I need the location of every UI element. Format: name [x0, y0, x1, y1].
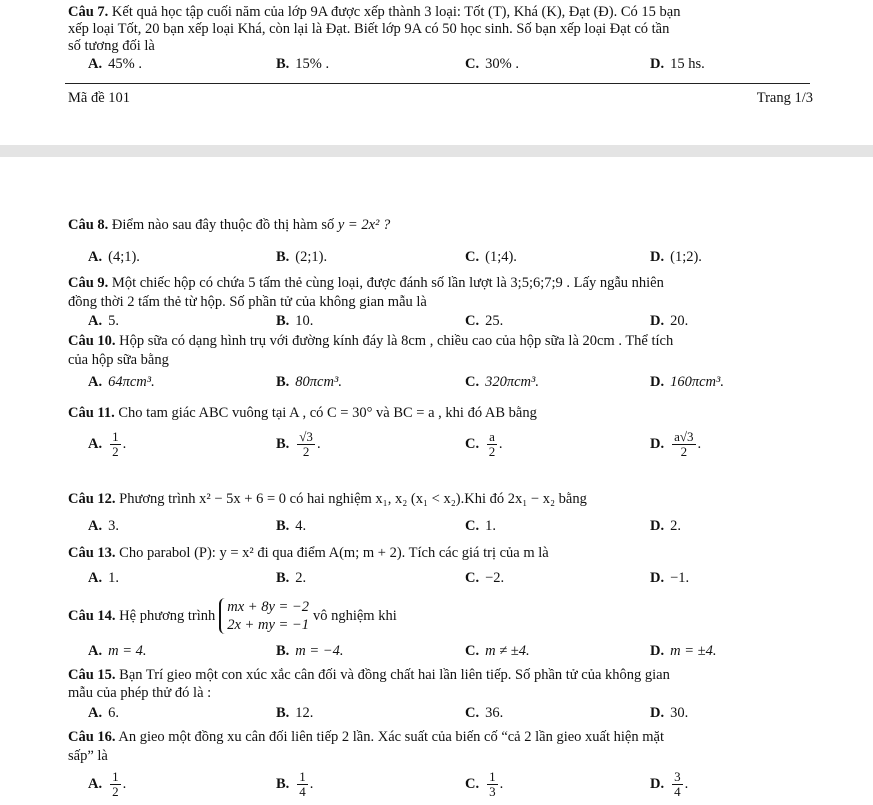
q8-option-a[interactable]: A. (4;1). [88, 249, 140, 265]
q8-option-c[interactable]: C. (1;4). [465, 249, 517, 265]
q14-eq2: 2x + my = −1 [227, 617, 309, 633]
q16-options [0, 770, 873, 804]
q13-option-c[interactable]: C. −2. [465, 570, 505, 586]
q13-options [0, 570, 873, 594]
q10-label: Câu 10. [68, 333, 116, 349]
q8-option-b[interactable]: B. (2;1). [276, 249, 328, 265]
q7-option-c[interactable]: C. 30% . [465, 56, 519, 72]
q10-option-b[interactable]: B. 80πcm³. [276, 374, 342, 390]
q10-option-a[interactable]: A. 64πcm³. [88, 374, 155, 390]
q12-option-c[interactable]: C. 1. [465, 518, 496, 534]
exam-code: Mã đề 101 [68, 90, 131, 106]
footer-divider [65, 83, 810, 84]
q13-line [68, 545, 549, 562]
q9-label: Câu 9. [68, 275, 109, 291]
q10-line1 [68, 333, 673, 350]
q10-line2: của hộp sữa bằng [68, 352, 169, 368]
q7-option-d[interactable]: D. 15 hs. [650, 56, 705, 72]
q13-text: Cho parabol (P): y = x² đi qua điểm A(m; m + 2). Tích các giá trị của m là [119, 545, 549, 561]
q13-label: Câu 13. [68, 545, 116, 561]
q13-option-d[interactable]: D. −1. [650, 570, 690, 586]
q14-option-d[interactable]: D. m = ±4. [650, 643, 717, 659]
q7-options [0, 56, 873, 80]
q14-text: Hệ phương trình [119, 607, 216, 624]
q14-system [219, 598, 309, 634]
q10-text-1: Hộp sữa có dạng hình trụ với đường kính đáy là 8cm , chiều cao của hộp sữa là 20cm . Thể tích [119, 333, 674, 349]
q9-text-1: Một chiếc hộp có chứa 5 tấm thẻ cùng loại, được đánh số lần lượt là 3;5;6;7;9 . Lấy ngẫu nhiên [111, 275, 664, 291]
q8-line [68, 217, 390, 234]
q9-option-d[interactable]: D. 20. [650, 313, 689, 329]
q7-text-1: Kết quả học tập cuối năm của lớp 9A được xếp thành 3 loại: Tốt (T), Khá (K), Đạt (Đ). Có 15 bạn [111, 4, 681, 20]
q12-option-b[interactable]: B. 4. [276, 518, 307, 534]
q13-option-b[interactable]: B. 2. [276, 570, 307, 586]
q16-label: Câu 16. [68, 729, 116, 745]
q11-options [0, 430, 873, 466]
q12-text: Phương trình x² − 5x + 6 = 0 có hai nghiệm x₁, x₂ (x₁ < x₂).Khi đó 2x₁ − x₂ bằng [119, 491, 587, 507]
q9-option-b[interactable]: B. 10. [276, 313, 314, 329]
q14-label: Câu 14. [68, 607, 116, 624]
q11-line [68, 405, 537, 422]
q8-formula: y = 2x² ? [337, 217, 391, 233]
q7-line2: xếp loại Tốt, 20 bạn xếp loại Khá, còn lại là Đạt. Biết lớp 9A có 50 học sinh. Số bạn xếp loại Đạt có tần [68, 21, 670, 37]
q11-option-c[interactable]: C. $\frac{a}{2}$ . [465, 429, 503, 459]
q15-text-1: Bạn Trí gieo một con xúc xắc cân đối và đồng chất hai lần liên tiếp. Số phần tử của không gian [119, 667, 670, 683]
q16-line2: sấp” là [68, 748, 108, 764]
q12-option-d[interactable]: D. 2. [650, 518, 681, 534]
q14-option-b[interactable]: B. m = −4. [276, 643, 344, 659]
q16-option-c[interactable]: C. $\frac{1}{3}$ . [465, 769, 504, 799]
q12-line [68, 491, 587, 508]
q15-option-d[interactable]: D. 30. [650, 705, 689, 721]
q15-line2: mẫu của phép thử đó là : [68, 685, 212, 701]
q14-options [0, 643, 873, 667]
q15-line1 [68, 667, 670, 684]
q15-options [0, 705, 873, 729]
q7-line1 [68, 4, 680, 21]
q9-line1 [68, 275, 664, 292]
q10-options [0, 374, 873, 398]
q9-option-c[interactable]: C. 25. [465, 313, 504, 329]
q8-text: Điểm nào sau đây thuộc đồ thị hàm số [111, 217, 338, 233]
q16-option-d[interactable]: D. $\frac{3}{4}$ . [650, 769, 689, 799]
q14-eq1: mx + 8y = −2 [227, 599, 309, 615]
q8-options [0, 249, 873, 273]
q15-option-c[interactable]: C. 36. [465, 705, 504, 721]
q7-option-b[interactable]: B. 15% . [276, 56, 330, 72]
q7-label: Câu 7. [68, 4, 109, 20]
q14-option-a[interactable]: A. m = 4. [88, 643, 147, 659]
q15-label: Câu 15. [68, 667, 116, 683]
q14-tail: vô nghiệm khi [312, 607, 397, 624]
q10-option-c[interactable]: C. 320πcm³. [465, 374, 540, 390]
q11-option-a[interactable]: A. $\frac{1}{2}$ . [88, 429, 127, 459]
q15-option-a[interactable]: A. 6. [88, 705, 119, 721]
q12-option-a[interactable]: A. 3. [88, 518, 119, 534]
q15-option-b[interactable]: B. 12. [276, 705, 314, 721]
q10-option-d[interactable]: D. 160πcm³. [650, 374, 725, 390]
page-number: Trang 1/3 [756, 90, 813, 106]
q12-label: Câu 12. [68, 491, 116, 507]
q16-line1 [68, 729, 664, 746]
q11-option-d[interactable]: D. $\frac{a√3}{2}$ . [650, 429, 702, 459]
q7-option-a[interactable]: A. 45% . [88, 56, 142, 72]
q16-option-a[interactable]: A. $\frac{1}{2}$ . [88, 769, 127, 799]
q11-label: Câu 11. [68, 405, 115, 421]
q8-label: Câu 8. [68, 217, 109, 233]
q13-option-a[interactable]: A. 1. [88, 570, 119, 586]
q8-option-d[interactable]: D. (1;2). [650, 249, 702, 265]
q14-line [68, 595, 397, 637]
q11-text: Cho tam giác ABC vuông tại A , có C = 30° và BC = a , khi đó AB bằng [118, 405, 537, 421]
q9-line2: đồng thời 2 tấm thẻ từ hộp. Số phần tử của không gian mẫu là [68, 294, 427, 310]
q9-option-a[interactable]: A. 5. [88, 313, 119, 329]
q14-option-c[interactable]: C. m ≠ ±4. [465, 643, 530, 659]
q7-line3: số tương đối là [68, 38, 155, 54]
q11-option-b[interactable]: B. $\frac{√3}{2}$ . [276, 429, 321, 459]
q16-text-1: An gieo một đồng xu cân đối liên tiếp 2 lần. Xác suất của biến cố “cả 2 lần gieo xuất hiện mặt [118, 729, 664, 745]
page-break [0, 145, 873, 157]
q16-option-b[interactable]: B. $\frac{1}{4}$ . [276, 769, 314, 799]
q12-options [0, 518, 873, 542]
